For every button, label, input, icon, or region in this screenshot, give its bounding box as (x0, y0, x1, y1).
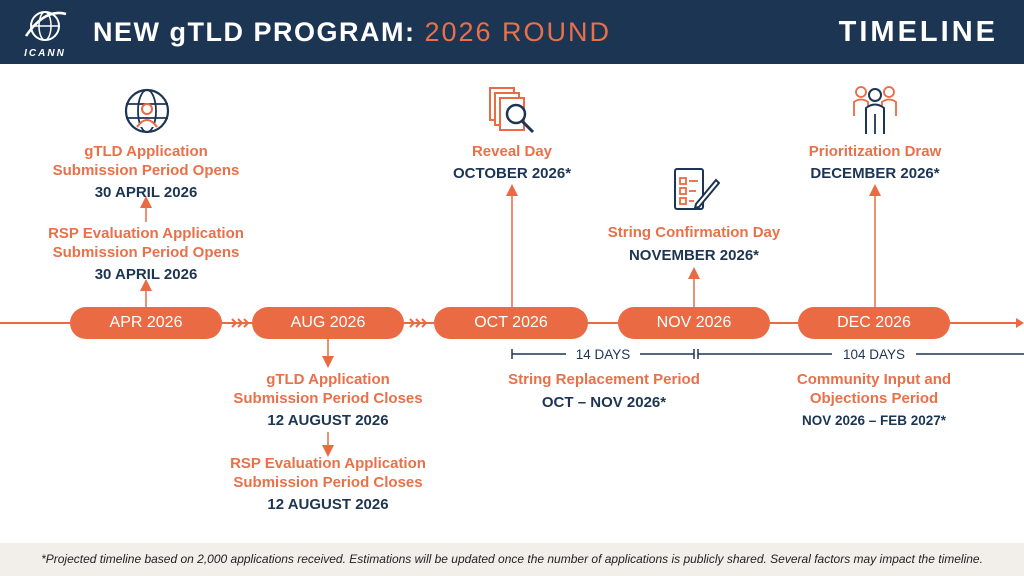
month-pill-aug: AUG 2026 (252, 307, 404, 339)
month-pill-oct: OCT 2026 (434, 307, 588, 339)
string-confirmation-date: NOVEMBER 2026* (628, 247, 760, 264)
month-pill-dec: DEC 2026 (798, 307, 950, 339)
aug-event-2-line2: Submission Period Closes (233, 474, 423, 491)
apr-event-1-line2: Submission Period Opens (52, 162, 240, 179)
document-search-icon (487, 86, 537, 136)
aug-event-2-title (208, 454, 448, 492)
aug-event-1-title (208, 370, 448, 408)
aug-event-1-line2: Submission Period Closes (233, 390, 423, 407)
prioritization-draw-title: Prioritization Draw (808, 143, 942, 160)
apr-event-1-title (36, 142, 256, 180)
people-group-icon (851, 84, 899, 136)
round-title: 2026 ROUND (424, 17, 612, 47)
globe-person-icon (123, 87, 171, 135)
aug-event-1-date: 12 AUGUST 2026 (267, 412, 389, 429)
prioritization-draw-date: DECEMBER 2026* (810, 165, 940, 182)
replacement-period-title: String Replacement Period (508, 371, 700, 388)
string-confirmation-title: String Confirmation Day (607, 224, 781, 241)
aug-event-1-line1: gTLD Application (266, 371, 390, 388)
month-pill-nov: NOV 2026 (618, 307, 770, 339)
apr-event-2-line2: Submission Period Opens (52, 244, 240, 261)
month-pill-apr: APR 2026 (70, 307, 222, 339)
replacement-period-dates: OCT – NOV 2026* (541, 394, 667, 411)
community-period-line2: Objections Period (809, 390, 939, 407)
apr-event-2-date: 30 APRIL 2026 (94, 266, 198, 283)
aug-event-2-line1: RSP Evaluation Application (230, 455, 426, 472)
apr-event-1-line1: gTLD Application (84, 143, 208, 160)
community-duration: 104 DAYS (842, 347, 906, 362)
replacement-duration: 14 DAYS (575, 347, 631, 362)
apr-event-1-date: 30 APRIL 2026 (94, 184, 198, 201)
reveal-day-date: OCTOBER 2026* (452, 165, 572, 182)
footer-note: *Projected timeline based on 2,000 applications received. Estimations will be updated once the number of applications is publicly shared. Several factors may impact the timeline. (41, 552, 983, 566)
aug-event-2-date: 12 AUGUST 2026 (267, 496, 389, 513)
timeline-end-arrow (1016, 318, 1024, 328)
footer-bar (0, 543, 1024, 576)
community-period-line1: Community Input and (796, 371, 952, 388)
program-title: NEW gTLD PROGRAM: (93, 17, 416, 47)
community-period-dates: NOV 2026 – FEB 2027* (801, 413, 947, 428)
logo-text: ICANN (24, 48, 66, 59)
checklist-pen-icon (672, 166, 720, 214)
timeline-title: TIMELINE (838, 16, 998, 48)
apr-event-2-title (26, 224, 266, 262)
community-period-title (764, 370, 984, 408)
reveal-day-title: Reveal Day (471, 143, 553, 160)
apr-event-2-line1: RSP Evaluation Application (48, 225, 244, 242)
